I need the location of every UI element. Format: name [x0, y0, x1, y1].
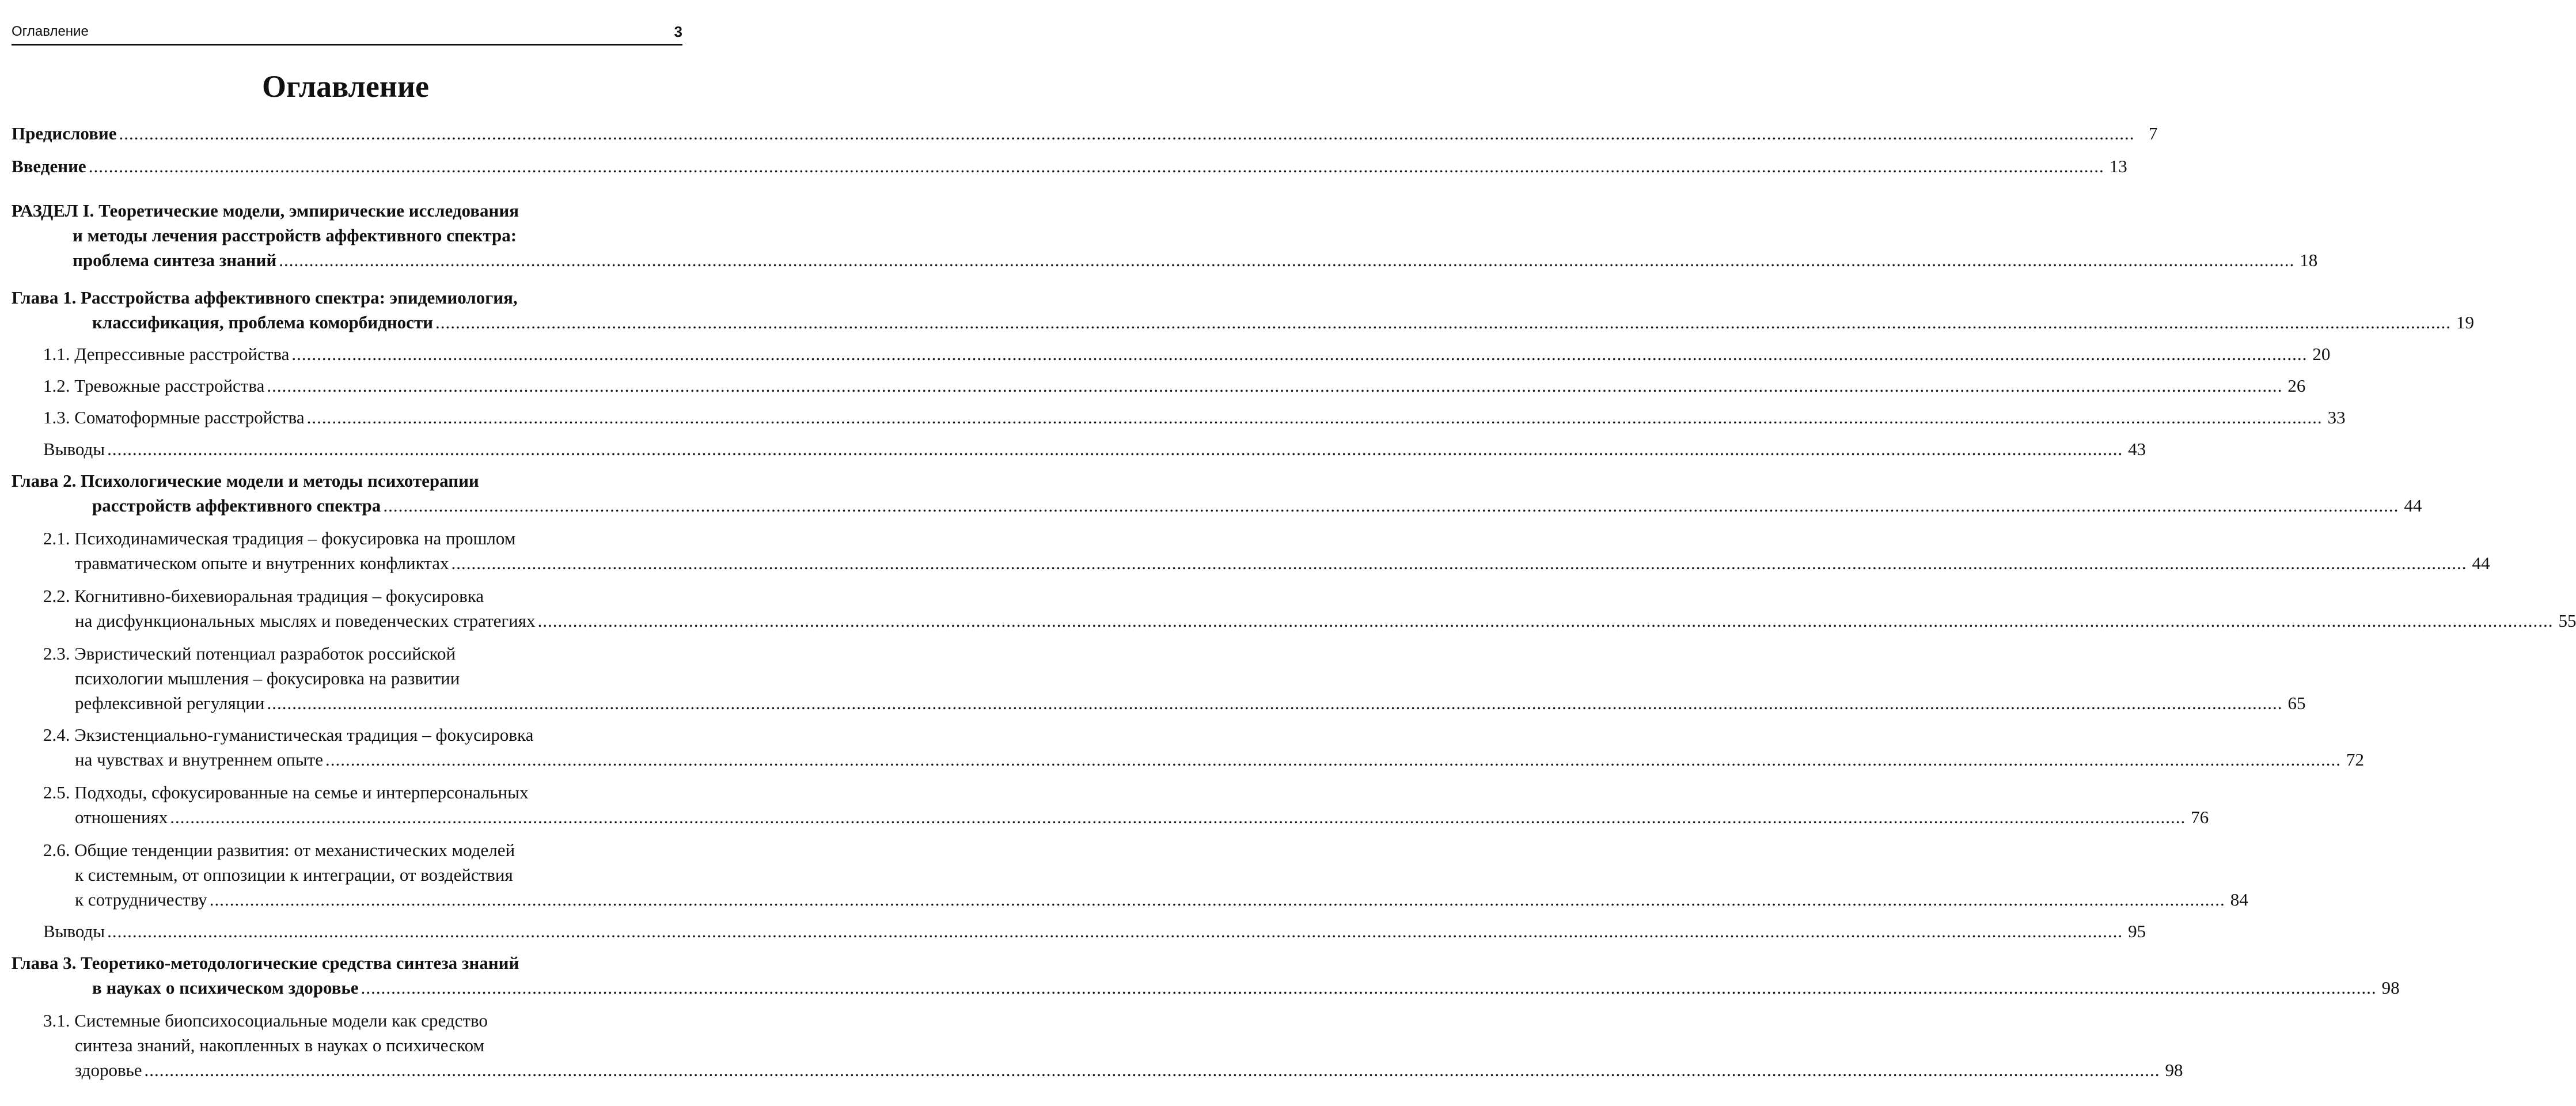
- dot-leader: ................................................................................................................................................................................................................................................................................................................................................................................................................: [144, 1060, 2160, 1080]
- toc-entry-line: [43, 691, 2306, 715]
- dot-leader: ................................................................................................................................................................................................................................................................................................................................................................................................................: [267, 376, 2283, 396]
- toc-entry: [12, 722, 2364, 772]
- toc-entry-line: [43, 666, 681, 691]
- toc-entry: [12, 121, 2158, 146]
- toc-entry-title-continued: на чувствах и внутреннем опыте: [75, 749, 323, 770]
- toc-entry-title: 2.1. Психодинамическая традиция – фокусировка на прошлом: [43, 528, 516, 548]
- toc-entry-title: Предисловие: [12, 123, 117, 143]
- toc-entry-title: 2.4. Экзистенциально-гуманистическая традиция – фокусировка: [43, 725, 534, 745]
- toc-entry: [12, 154, 2127, 179]
- toc-entry-line: [43, 747, 2364, 772]
- toc-entry-title-continued: расстройств аффективного спектра: [92, 495, 381, 516]
- toc-entry-page: 13: [2109, 156, 2127, 176]
- toc-entry-line: [43, 838, 681, 862]
- dot-leader: ................................................................................................................................................................................................................................................................................................................................................................................................................: [107, 921, 2123, 941]
- toc-entry-line: [12, 285, 681, 310]
- toc-entry: [12, 1008, 2183, 1082]
- toc-entry: [12, 641, 2306, 715]
- toc-entry-line: [43, 919, 2146, 944]
- page-number: 3: [674, 23, 682, 40]
- toc-entry-page: 33: [2327, 407, 2346, 427]
- toc-entry: [12, 919, 2146, 944]
- dot-leader: ................................................................................................................................................................................................................................................................................................................................................................................................................: [306, 407, 2323, 427]
- toc-entry-line: [43, 1058, 2183, 1082]
- dot-leader: ................................................................................................................................................................................................................................................................................................................................................................................................................: [451, 553, 2467, 573]
- running-header: [12, 23, 682, 46]
- toc-entry-line: [43, 1008, 681, 1033]
- toc-entry-title: 2.2. Когнитивно-бихевиоральная традиция – фокусировка: [43, 586, 484, 606]
- toc-entry: [12, 468, 2422, 518]
- toc-entry: [12, 437, 2146, 461]
- dot-leader: ................................................................................................................................................................................................................................................................................................................................................................................................................: [119, 123, 2135, 143]
- toc-entry-title: 1.3. Соматоформные расстройства: [43, 407, 305, 427]
- toc-entry-title: Выводы: [43, 921, 105, 941]
- toc-entry-title: Глава 2. Психологические модели и методы психотерапии: [12, 471, 479, 491]
- toc-entry-page: 72: [2346, 749, 2364, 770]
- toc-entry-page: 98: [2381, 978, 2400, 998]
- toc-entry-title-continued: к сотрудничеству: [75, 889, 207, 910]
- toc-entry-line: [43, 1033, 681, 1058]
- toc-entry-line: [43, 608, 2576, 633]
- toc-entry-line: [43, 887, 2248, 912]
- dot-leader: ................................................................................................................................................................................................................................................................................................................................................................................................................: [170, 807, 2186, 827]
- toc-entry-title-continued: синтеза знаний, накопленных в науках о психическом: [75, 1035, 485, 1055]
- toc-entry-title-continued: в науках о психическом здоровье: [92, 978, 359, 998]
- toc-entry-line: [12, 248, 2318, 272]
- toc-entry: [12, 198, 2318, 272]
- toc-entry-title: Введение: [12, 156, 86, 176]
- toc-entry-title: 2.6. Общие тенденции развития: от механистических моделей: [43, 840, 515, 860]
- toc-entry-title-continued: травматическом опыте и внутренних конфликтах: [75, 553, 449, 573]
- toc-entry-title: 2.3. Эвристический потенциал разработок российской: [43, 643, 456, 664]
- toc-entry-title: РАЗДЕЛ I. Теоретические модели, эмпирические исследования: [12, 200, 519, 221]
- toc-entry-line: [43, 526, 681, 551]
- dot-leader: ................................................................................................................................................................................................................................................................................................................................................................................................................: [537, 611, 2554, 631]
- toc-entry-line: [43, 805, 2209, 830]
- toc-entry-line: [43, 437, 2146, 461]
- toc-entry-line: [12, 950, 681, 975]
- dot-leader: ................................................................................................................................................................................................................................................................................................................................................................................................................: [291, 344, 2308, 364]
- toc-entry-title-continued: здоровье: [75, 1060, 142, 1080]
- toc-entry-page: 95: [2128, 921, 2146, 941]
- toc-entry-title-continued: классификация, проблема коморбидности: [92, 312, 434, 332]
- toc-entry-line: [43, 405, 2346, 430]
- toc-entry-page: 44: [2404, 495, 2422, 516]
- toc-entry: [12, 373, 2306, 398]
- toc-entry-line: [43, 551, 2490, 575]
- toc-entry-line: [43, 373, 2306, 398]
- toc-entry-title-continued: и методы лечения расстройств аффективного спектра:: [73, 225, 517, 245]
- toc-entry-line: [12, 154, 2127, 179]
- toc-entry-line: [43, 722, 681, 747]
- toc-entry-page: 98: [2165, 1060, 2183, 1080]
- toc-entry-line: [12, 198, 681, 223]
- toc-entry-page: 44: [2472, 553, 2490, 573]
- toc-entry-line: [12, 310, 2475, 335]
- toc-entry-title: 3.1. Системные биопсихосоциальные модели как средство: [43, 1010, 488, 1031]
- toc-entry-page: 7: [2149, 123, 2158, 143]
- toc-entry: [12, 780, 2209, 830]
- toc-entry-page: 55: [2558, 611, 2576, 631]
- toc-entry-page: 19: [2456, 312, 2475, 332]
- toc-entry-title-continued: проблема синтеза знаний: [73, 250, 277, 270]
- toc-entry-line: [12, 493, 2422, 518]
- toc-entry-page: 43: [2128, 439, 2146, 459]
- dot-leader: ................................................................................................................................................................................................................................................................................................................................................................................................................: [209, 889, 2225, 910]
- toc-entry-title-continued: рефлексивной регуляции: [75, 693, 265, 713]
- toc-title: Оглавление: [262, 69, 429, 104]
- toc-entry: [12, 950, 2400, 1000]
- toc-entry-title-continued: к системным, от оппозиции к интеграции, от воздействия: [75, 865, 513, 885]
- dot-leader: ................................................................................................................................................................................................................................................................................................................................................................................................................: [361, 978, 2377, 998]
- dot-leader: ................................................................................................................................................................................................................................................................................................................................................................................................................: [88, 156, 2104, 176]
- toc-entry-line: [43, 641, 681, 666]
- toc-entry: [12, 342, 2331, 366]
- toc-entry-line: [12, 223, 681, 248]
- dot-leader: ................................................................................................................................................................................................................................................................................................................................................................................................................: [383, 495, 2399, 516]
- toc-entry-title: 2.5. Подходы, сфокусированные на семье и интерперсональных: [43, 782, 529, 802]
- toc-entry: [12, 405, 2346, 430]
- toc-entry-title: Глава 3. Теоретико-методологические средства синтеза знаний: [12, 953, 519, 973]
- toc-entry-title: Выводы: [43, 439, 105, 459]
- toc-entry-page: 20: [2312, 344, 2331, 364]
- toc-list: [12, 121, 2576, 1082]
- toc-entry-line: [43, 780, 681, 805]
- toc-entry-page: 65: [2287, 693, 2306, 713]
- toc-entry-title-continued: психологии мышления – фокусировка на развитии: [75, 668, 460, 688]
- dot-leader: ................................................................................................................................................................................................................................................................................................................................................................................................................: [107, 439, 2123, 459]
- toc-entry-line: [43, 862, 681, 887]
- toc-entry-page: 26: [2287, 376, 2306, 396]
- dot-leader: ................................................................................................................................................................................................................................................................................................................................................................................................................: [325, 749, 2341, 770]
- toc-entry-page: 84: [2230, 889, 2248, 910]
- toc-entry: [12, 526, 2490, 575]
- dot-leader: ................................................................................................................................................................................................................................................................................................................................................................................................................: [435, 312, 2452, 332]
- toc-entry: [12, 285, 2475, 335]
- dot-leader: ................................................................................................................................................................................................................................................................................................................................................................................................................: [279, 250, 2295, 270]
- toc-entry-line: [12, 468, 681, 493]
- toc-entry-line: [12, 121, 2158, 146]
- toc-entry-line: [43, 584, 681, 608]
- toc-entry: [12, 584, 2576, 633]
- toc-entry-title-continued: отношениях: [75, 807, 168, 827]
- toc-entry-page: 18: [2300, 250, 2318, 270]
- toc-entry-title: 1.1. Депрессивные расстройства: [43, 344, 290, 364]
- dot-leader: ................................................................................................................................................................................................................................................................................................................................................................................................................: [267, 693, 2283, 713]
- toc-entry-line: [12, 975, 2400, 1000]
- toc-entry-title-continued: на дисфункциональных мыслях и поведенческих стратегиях: [75, 611, 536, 631]
- toc-entry-page: 76: [2191, 807, 2209, 827]
- toc-entry-title: 1.2. Тревожные расстройства: [43, 376, 265, 396]
- toc-entry: [12, 838, 2248, 912]
- toc-entry-title: Глава 1. Расстройства аффективного спектра: эпидемиология,: [12, 287, 518, 308]
- toc-entry-line: [43, 342, 2331, 366]
- running-header-title: Оглавление: [12, 24, 89, 39]
